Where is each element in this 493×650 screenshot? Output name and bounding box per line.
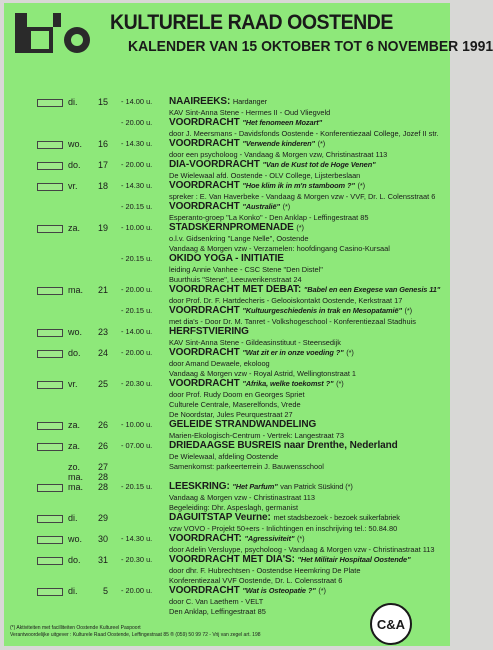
calendar-row bbox=[4, 566, 450, 576]
weekday: di. bbox=[68, 513, 78, 523]
event-heading bbox=[169, 139, 325, 149]
date-number: 31 bbox=[97, 555, 108, 565]
date-number: 28 bbox=[97, 472, 108, 482]
calendar-row bbox=[4, 265, 450, 275]
event-details: Den Anklap, Leffingestraat 85 bbox=[169, 607, 266, 616]
event-extra: (*) bbox=[357, 181, 365, 190]
event-title: VOORDRACHT MET DIA'S: bbox=[169, 554, 295, 565]
calendar-row bbox=[4, 181, 450, 192]
poster-title: KULTURELE RAAD OOSTENDE bbox=[110, 11, 393, 34]
event-time: - 20.00 u. bbox=[121, 348, 153, 357]
date-number: 29 bbox=[97, 513, 108, 523]
checkbox-icon bbox=[37, 225, 63, 233]
event-details: spreker : E. Van Haverbeke - Vandaag & Morgen vzw - VVF, Dr. L. Colensstraat 6 bbox=[169, 192, 436, 201]
event-time: - 20.00 u. bbox=[121, 160, 153, 169]
event-subtitle: "Wat zit er in onze voeding ?" bbox=[242, 348, 344, 357]
event-subtitle: "Hoe klim ik in m'n stamboom ?" bbox=[242, 181, 355, 190]
calendar-row bbox=[4, 462, 450, 472]
event-title: VOORDRACHT bbox=[169, 180, 240, 191]
event-title: VOORDRACHT: bbox=[169, 533, 242, 544]
event-title: NAAIREEKS: bbox=[169, 96, 231, 107]
event-title: STADSKERNPROMENADE bbox=[169, 222, 294, 233]
event-subtitle: "Het fenomeen Mozart" bbox=[242, 118, 323, 127]
calendar-row bbox=[4, 390, 450, 400]
event-heading bbox=[169, 534, 305, 544]
event-heading bbox=[169, 285, 440, 295]
checkbox-icon bbox=[37, 588, 63, 596]
calendar-row bbox=[4, 555, 450, 566]
checkbox-icon bbox=[37, 515, 63, 523]
event-heading bbox=[169, 441, 398, 451]
event-details: Marien-Ekologisch-Centrum - Vertrek: Langestraat 73 bbox=[169, 431, 344, 440]
event-time: - 20.30 u. bbox=[121, 379, 153, 388]
event-title: VOORDRACHT bbox=[169, 585, 240, 596]
event-extra: (*) bbox=[336, 379, 344, 388]
event-details: Culturele Centrale, Maserelfonds, Vrede bbox=[169, 400, 301, 409]
poster bbox=[4, 3, 493, 646]
weekday: di. bbox=[68, 97, 78, 107]
date-number: 21 bbox=[97, 285, 108, 295]
event-heading bbox=[169, 327, 249, 337]
date-number: 5 bbox=[102, 586, 108, 596]
event-details: Buurthuis "Stene", Leeuwerikenstraat 24 bbox=[169, 275, 302, 284]
event-subtitle: "Het Parfum" bbox=[232, 482, 278, 491]
event-time: - 10.00 u. bbox=[121, 223, 153, 232]
event-subtitle: "Verwende kinderen" bbox=[242, 139, 315, 148]
event-time: - 14.00 u. bbox=[121, 97, 153, 106]
event-time: - 20.00 u. bbox=[121, 118, 153, 127]
event-details: door Prof. Rudy Doom en Georges Spriet bbox=[169, 390, 305, 399]
weekday: ma. bbox=[68, 285, 84, 295]
calendar-row bbox=[4, 534, 450, 545]
kro-logo bbox=[15, 13, 101, 53]
checkbox-icon bbox=[37, 422, 63, 430]
date-number: 16 bbox=[97, 139, 108, 149]
event-details: door een psycholoog - Vandaag & Morgen vzw, Christinastraat 113 bbox=[169, 150, 388, 159]
event-title: VOORDRACHT bbox=[169, 378, 240, 389]
event-title: VOORDRACHT bbox=[169, 138, 240, 149]
event-details: door Adelin Versluype, psycholoog - Vandaag & Morgen vzw - Christinastraat 113 bbox=[169, 545, 435, 554]
event-heading bbox=[169, 202, 290, 212]
calendar-row bbox=[4, 348, 450, 359]
weekday: vr. bbox=[68, 379, 78, 389]
event-subtitle: "Australië" bbox=[242, 202, 280, 211]
calendar-row bbox=[4, 441, 450, 452]
event-details: Vandaag & Morgen vzw - Christinastraat 113 bbox=[169, 493, 315, 502]
weekday: wo. bbox=[68, 534, 83, 544]
weekday: za. bbox=[68, 223, 81, 233]
date-number: 19 bbox=[97, 223, 108, 233]
poster-subtitle: KALENDER VAN 15 OKTOBER TOT 6 NOVEMBER 1991 bbox=[128, 38, 493, 55]
event-time: - 20.00 u. bbox=[121, 586, 153, 595]
calendar-row bbox=[4, 223, 450, 234]
event-details: Vandaag & Morgen vzw - Royal Astrid, Wellingtonstraat 1 bbox=[169, 369, 357, 378]
event-extra: (*) bbox=[296, 223, 304, 232]
checkbox-icon bbox=[37, 141, 63, 149]
calendar-row bbox=[4, 493, 450, 503]
checkbox-icon bbox=[37, 183, 63, 191]
weekday: do. bbox=[68, 348, 81, 358]
event-title: VOORDRACHT bbox=[169, 201, 240, 212]
calendar-row bbox=[4, 234, 450, 244]
event-subtitle: "Wat is Osteopatie ?" bbox=[242, 586, 316, 595]
event-details: Samenkomst: parkeerterrein J. Bauwensschool bbox=[169, 462, 324, 471]
date-number: 27 bbox=[97, 462, 108, 472]
event-details: o.l.v. Gidsenkring "Lange Nelle", Oostende bbox=[169, 234, 309, 243]
event-extra: met stadsbezoek - bezoek suikerfabriek bbox=[273, 513, 400, 522]
weekday: do. bbox=[68, 160, 81, 170]
checkbox-icon bbox=[37, 557, 63, 565]
weekday: vr. bbox=[68, 181, 78, 191]
event-subtitle: "Agressiviteit" bbox=[244, 534, 295, 543]
checkbox-icon bbox=[37, 287, 63, 295]
checkbox-icon bbox=[37, 99, 63, 107]
weekday: do. bbox=[68, 555, 81, 565]
event-time: - 20.15 u. bbox=[121, 306, 153, 315]
weekday: zo. bbox=[68, 462, 81, 472]
calendar-row bbox=[4, 97, 450, 108]
event-extra: (*) bbox=[317, 139, 326, 148]
checkbox-icon bbox=[37, 381, 63, 389]
checkbox-icon bbox=[37, 484, 63, 492]
event-time: - 14.30 u. bbox=[121, 181, 153, 190]
event-details: door C. Van Laethem - VELT bbox=[169, 597, 264, 606]
date-number: 28 bbox=[97, 482, 108, 492]
event-time: - 20.15 u. bbox=[121, 254, 153, 263]
event-extra: van Patrick Süskind (*) bbox=[280, 482, 353, 491]
event-subtitle: "Het Militair Hospitaal Oostende" bbox=[297, 555, 411, 564]
event-details: vzw VOVO - Projekt 50+ers - Inlichtingen en inschrijving tel.: 50.84.80 bbox=[169, 524, 398, 533]
event-time: - 14.30 u. bbox=[121, 534, 153, 543]
event-time: - 10.00 u. bbox=[121, 420, 153, 429]
event-heading bbox=[169, 420, 316, 430]
weekday: ma. bbox=[68, 472, 84, 482]
event-subtitle: "Van de Kust tot de Hoge Venen" bbox=[262, 160, 376, 169]
footer-note: (*) Aktiviteiten met facilliteiten Oostende Kultureel Paspoort bbox=[10, 625, 141, 631]
weekday: za. bbox=[68, 420, 81, 430]
date-number: 26 bbox=[97, 441, 108, 451]
calendar-row bbox=[4, 400, 450, 410]
event-extra: Hardanger bbox=[232, 97, 267, 106]
event-details: De Wielewaal afd. Oostende - OLV College, Lijsterbeslaan bbox=[169, 171, 361, 180]
footer bbox=[10, 625, 370, 639]
calendar-row bbox=[4, 513, 450, 524]
event-title: HERFSTVIERING bbox=[169, 326, 249, 337]
date-number: 15 bbox=[97, 97, 108, 107]
event-details: De Noordstar, Jules Peurquestraat 27 bbox=[169, 410, 293, 419]
footer-publisher: Verantwoordelijke uitgever : Kulturele Raad Oostende, Leffingestraat 85 ® (059) 50 99 72 - Vrij van zegel art. 198 bbox=[10, 632, 261, 638]
event-title: DIA-VOORDRACHT bbox=[169, 159, 260, 170]
event-time: - 20.30 u. bbox=[121, 555, 153, 564]
date-number: 30 bbox=[97, 534, 108, 544]
checkbox-icon bbox=[37, 350, 63, 358]
weekday: wo. bbox=[68, 327, 83, 337]
event-title: DRIEDAAGSE BUSREIS naar Drenthe, Nederland bbox=[169, 440, 398, 451]
event-heading bbox=[169, 379, 344, 389]
event-time: - 14.00 u. bbox=[121, 327, 153, 336]
event-title: LEESKRING: bbox=[169, 481, 230, 492]
event-details: Esperanto-groep "La Konko" - Den Anklap - Leffingestraat 85 bbox=[169, 213, 369, 222]
event-title: OKIDO YOGA - INITIATIE bbox=[169, 253, 284, 264]
event-details: De Wielewaal, afdeling Oostende bbox=[169, 452, 279, 461]
event-details: Konferentiezaal VVF Oostende, Dr. L. Colensstraat 6 bbox=[169, 576, 343, 585]
event-time: - 20.15 u. bbox=[121, 202, 153, 211]
event-heading bbox=[169, 555, 410, 565]
weekday: di. bbox=[68, 586, 78, 596]
calendar-row bbox=[4, 420, 450, 431]
event-title: VOORDRACHT bbox=[169, 347, 240, 358]
checkbox-icon bbox=[37, 162, 63, 170]
event-details: door Prof. Dr. F. Hartdecheris - Gelooiskontakt Oostende, Kerkstraat 17 bbox=[169, 296, 403, 305]
calendar-row bbox=[4, 254, 450, 265]
event-details: leiding Annie Vanhee - CSC Stene "Den Distel" bbox=[169, 265, 323, 274]
checkbox-icon bbox=[37, 443, 63, 451]
event-details: met dia's - Door Dr. M. Tanret - Volkshogeschool - Konferentiezaal Stadhuis bbox=[169, 317, 416, 326]
event-subtitle: "Babel en een Exegese van Genesis 11" bbox=[303, 285, 441, 294]
event-title: DAGUITSTAP Veurne: bbox=[169, 512, 271, 523]
event-title: VOORDRACHT bbox=[169, 117, 240, 128]
event-details: KAV Sint-Anna Stene - Hermes II - Oud Vliegveld bbox=[169, 108, 331, 117]
calendar-row bbox=[4, 285, 450, 296]
weekday: wo. bbox=[68, 139, 83, 149]
event-heading bbox=[169, 254, 284, 264]
calendar-row bbox=[4, 202, 450, 213]
event-heading bbox=[169, 97, 267, 107]
event-extra: (*) bbox=[404, 306, 413, 315]
weekday: ma. bbox=[68, 482, 84, 492]
date-number: 17 bbox=[97, 160, 108, 170]
event-title: VOORDRACHT MET DEBAT: bbox=[169, 284, 302, 295]
event-time: - 07.00 u. bbox=[121, 441, 153, 450]
event-time: - 14.30 u. bbox=[121, 139, 153, 148]
event-title: VOORDRACHT bbox=[169, 305, 240, 316]
event-extra: (*) bbox=[318, 586, 326, 595]
event-heading bbox=[169, 586, 326, 596]
event-heading bbox=[169, 223, 304, 233]
calendar-row bbox=[4, 359, 450, 369]
event-heading bbox=[169, 118, 322, 128]
event-heading bbox=[169, 306, 412, 316]
event-details: Begeleiding: Dhr. Aspeslagh, germanist bbox=[169, 503, 299, 512]
checkbox-icon bbox=[37, 536, 63, 544]
date-number: 26 bbox=[97, 420, 108, 430]
calendar-row bbox=[4, 160, 450, 171]
event-extra: (*) bbox=[282, 202, 291, 211]
weekday: za. bbox=[68, 441, 81, 451]
event-extra: (*) bbox=[297, 534, 305, 543]
event-subtitle: "Kultuurgeschiedenis in trak en Mesopatamië" bbox=[242, 306, 402, 315]
calendar-row bbox=[4, 306, 450, 317]
ca-logo: C&A bbox=[370, 603, 412, 645]
event-time: - 20.15 u. bbox=[121, 482, 153, 491]
event-extra: (*) bbox=[346, 348, 354, 357]
date-number: 18 bbox=[97, 181, 108, 191]
event-heading bbox=[169, 513, 400, 523]
event-time: - 20.00 u. bbox=[121, 285, 153, 294]
event-title: GELEIDE STRANDWANDELING bbox=[169, 419, 317, 430]
event-details: door Amand Dewaele, ekoloog bbox=[169, 359, 270, 368]
date-number: 23 bbox=[97, 327, 108, 337]
calendar-row bbox=[4, 118, 450, 129]
event-heading bbox=[169, 160, 376, 170]
date-number: 25 bbox=[97, 379, 108, 389]
calendar-row bbox=[4, 379, 450, 390]
event-details: KAV Sint-Anna Stene - Gildeasinstituut - Steensedijk bbox=[169, 338, 341, 347]
event-details: door dhr. F. Hubrechtsen - Oostendse Heemkring De Plate bbox=[169, 566, 361, 575]
event-heading bbox=[169, 348, 354, 358]
calendar-entries bbox=[4, 97, 450, 617]
event-details: Vandaag & Morgen vzw - Verzamelen: hoofdingang Casino-Kursaal bbox=[169, 244, 390, 253]
calendar-row bbox=[4, 586, 450, 597]
date-number: 24 bbox=[97, 348, 108, 358]
calendar-row bbox=[4, 452, 450, 462]
calendar-row bbox=[4, 327, 450, 338]
checkbox-icon bbox=[37, 329, 63, 337]
event-heading bbox=[169, 482, 353, 492]
event-heading bbox=[169, 181, 365, 191]
calendar-row bbox=[4, 482, 450, 493]
event-details: door J. Meersmans - Davidsfonds Oostende - Konferentiezaal College, Jozef II str. bbox=[169, 129, 439, 138]
event-subtitle: "Afrika, welke toekomst ?" bbox=[242, 379, 334, 388]
calendar-row bbox=[4, 139, 450, 150]
